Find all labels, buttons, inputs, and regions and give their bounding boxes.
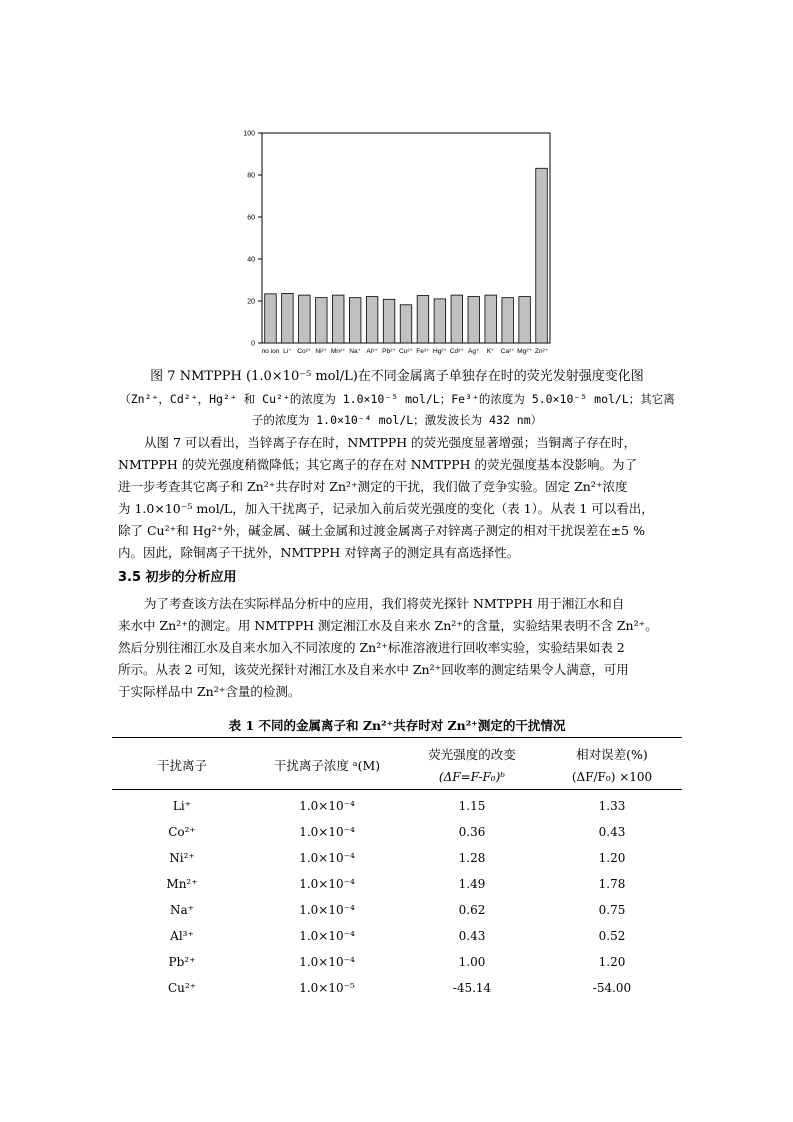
bar-11 <box>451 295 463 343</box>
x-tick-label: K⁺ <box>486 348 495 355</box>
paragraph-line: 从图 7 可以看出，当锌离子存在时，NMTPPH 的荧光强度显著增强；当铜离子存在时， <box>144 435 637 450</box>
cell-ion: Cu²⁺ <box>167 981 197 995</box>
x-tick-label: Ag⁺ <box>467 348 480 355</box>
bar-3 <box>316 298 328 343</box>
bar-1 <box>282 293 294 343</box>
table-header-relative-error: 相对误差(%) <box>576 747 648 762</box>
table-header-concentration: 干扰离子浓度 ᵃ(M) <box>273 758 381 773</box>
x-tick-label: Co²⁺ <box>297 348 312 355</box>
cell-concentration: 1.0×10⁻⁴ <box>299 877 355 891</box>
paragraph-line: 为了考查该方法在实际样品分析中的应用，我们将荧光探针 NMTPPH 用于湘江水和自 <box>144 596 625 611</box>
cell-relative-error: 0.52 <box>598 929 626 943</box>
cell-relative-error: 0.43 <box>598 825 626 839</box>
x-tick-label: Hg²⁺ <box>432 348 447 355</box>
cell-intensity-change: -45.14 <box>452 981 492 995</box>
table-row <box>112 949 682 975</box>
cell-concentration: 1.0×10⁻⁴ <box>299 929 355 943</box>
cell-relative-error: 1.78 <box>598 877 626 891</box>
cell-concentration: 1.0×10⁻⁵ <box>299 981 355 995</box>
bar-15 <box>519 297 531 343</box>
x-tick-label: Mg²⁺ <box>517 348 533 355</box>
table-row <box>112 819 682 845</box>
bar-12 <box>468 297 480 343</box>
cell-concentration: 1.0×10⁻⁴ <box>299 955 355 969</box>
paragraph-line: 所示。从表 2 可知，该荧光探针对湘江水及自来水中 Zn²⁺回收率的测定结果令人满意，可用 <box>118 662 629 677</box>
bar-5 <box>349 298 361 343</box>
y-tick-label: 0 <box>251 340 255 348</box>
cell-relative-error: 1.20 <box>598 851 626 865</box>
cell-ion: Al³⁺ <box>170 929 194 943</box>
bar-4 <box>332 295 344 343</box>
cell-intensity-change: 1.49 <box>458 877 486 891</box>
bar-7 <box>383 299 395 343</box>
bar-13 <box>485 295 497 343</box>
table-row <box>112 897 682 923</box>
fluorescence-bar-chart <box>228 126 568 364</box>
bar-0 <box>265 294 277 343</box>
table-row <box>112 871 682 897</box>
cell-intensity-change: 0.36 <box>458 825 486 839</box>
cell-intensity-change: 1.15 <box>458 799 486 813</box>
cell-concentration: 1.0×10⁻⁴ <box>299 903 355 917</box>
y-tick-label: 60 <box>247 214 255 222</box>
x-tick-label: Ni²⁺ <box>315 348 328 355</box>
section-heading: 3.5 初步的分析应用 <box>118 570 237 585</box>
paragraph-line: 然后分别往湘江水及自来水加入不同浓度的 Zn²⁺标准溶液进行回收率实验，实验结果如表 2 <box>118 640 625 655</box>
paragraph-line: 来水中 Zn²⁺的测定。用 NMTPPH 测定湘江水及自来水 Zn²⁺的含量，实验结果表明不含 Zn²⁺。 <box>118 618 658 633</box>
table-row <box>112 923 682 949</box>
cell-relative-error: -54.00 <box>592 981 632 995</box>
x-tick-label: no ion <box>261 348 280 355</box>
cell-intensity-change: 1.28 <box>458 851 486 865</box>
y-tick-label: 80 <box>247 172 255 180</box>
figure-caption: 图 7 NMTPPH (1.0×10⁻⁵ mol/L)在不同金属离子单独存在时的荧光发射强度变化图 <box>150 369 644 384</box>
cell-ion: Pb²⁺ <box>168 955 196 969</box>
paragraph-line: 于实际样品中 Zn²⁺含量的检测。 <box>118 684 301 699</box>
x-tick-label: Zn²⁺ <box>534 348 549 355</box>
paragraph-application <box>118 593 678 703</box>
cell-intensity-change: 1.00 <box>458 955 486 969</box>
bar-6 <box>366 297 378 343</box>
cell-intensity-change: 0.62 <box>458 903 486 917</box>
cell-ion: Ni²⁺ <box>169 851 195 865</box>
x-tick-label: Fe³⁺ <box>416 348 430 355</box>
table-title: 表 1 不同的金属离子和 Zn²⁺共存时对 Zn²⁺测定的干扰情况 <box>228 718 566 733</box>
table-header-change-formula: (ΔF=F-F₀)ᵇ <box>438 770 506 784</box>
paragraph-line: 为 1.0×10⁻⁵ mol/L，加入干扰离子，记录加入前后荧光强度的变化（表 1）。从表 1 可以看出， <box>118 501 654 516</box>
x-tick-label: Cd²⁺ <box>449 348 464 355</box>
cell-ion: Na⁺ <box>170 903 194 917</box>
cell-concentration: 1.0×10⁻⁴ <box>299 825 355 839</box>
table-row <box>112 793 682 819</box>
table-row <box>112 845 682 871</box>
table-header-change: 荧光强度的改变 <box>428 747 516 762</box>
cell-relative-error: 1.20 <box>598 955 626 969</box>
table-header-rule <box>112 789 682 790</box>
figure-caption-note-line-1: （Zn²⁺，Cd²⁺，Hg²⁺ 和 Cu²⁺的浓度为 1.0×10⁻⁵ mol/L；Fe³⁺的浓度为 5.0×10⁻⁵ mol/L；其它离 <box>119 392 675 406</box>
x-tick-label: Cu²⁺ <box>398 348 414 355</box>
x-tick-label: Mn²⁺ <box>330 348 346 355</box>
cell-intensity-change: 0.43 <box>458 929 486 943</box>
bar-10 <box>434 299 446 343</box>
bar-8 <box>400 305 412 343</box>
bar-9 <box>417 296 429 343</box>
table-top-rule <box>112 737 682 738</box>
table-header-relative-error-formula: (ΔF/F₀) ×100 <box>571 770 653 784</box>
cell-ion: Li⁺ <box>172 799 192 813</box>
x-tick-label: Al³⁺ <box>366 348 378 355</box>
paragraph-interference <box>118 432 678 564</box>
table-header-ion: 干扰离子 <box>156 758 207 773</box>
x-tick-label: Li⁺ <box>283 348 292 355</box>
bar-14 <box>502 298 514 343</box>
paragraph-line: 进一步考查其它离子和 Zn²⁺共存时对 Zn²⁺测定的干扰，我们做了竞争实验。固定 Zn²⁺浓度 <box>118 479 628 494</box>
cell-concentration: 1.0×10⁻⁴ <box>299 851 355 865</box>
cell-ion: Mn²⁺ <box>166 877 198 891</box>
cell-concentration: 1.0×10⁻⁴ <box>299 799 355 813</box>
y-tick-label: 40 <box>247 256 255 264</box>
bar-2 <box>299 295 311 343</box>
x-tick-label: Na⁺ <box>349 348 362 355</box>
y-tick-label: 20 <box>247 298 255 306</box>
paragraph-line: NMTPPH 的荧光强度稍微降低；其它离子的存在对 NMTPPH 的荧光强度基本没影响。为了 <box>118 457 638 472</box>
figure-caption-note-line-2: 子的浓度为 1.0×10⁻⁴ mol/L；激发波长为 432 nm） <box>251 413 543 427</box>
x-tick-label: Ca²⁺ <box>500 348 515 355</box>
cell-relative-error: 1.33 <box>598 799 626 813</box>
x-tick-label: Pb²⁺ <box>382 348 396 355</box>
table-row <box>112 975 682 1001</box>
cell-ion: Co²⁺ <box>168 825 196 839</box>
bar-16 <box>536 168 548 343</box>
paragraph-line: 除了 Cu²⁺和 Hg²⁺外，碱金属、碱土金属和过渡金属离子对锌离子测定的相对干扰误差在±5 % <box>118 523 645 538</box>
paragraph-line: 内。因此，除铜离子干扰外，NMTPPH 对锌离子的测定具有高选择性。 <box>118 545 520 560</box>
y-tick-label: 100 <box>243 130 255 138</box>
cell-relative-error: 0.75 <box>598 903 626 917</box>
